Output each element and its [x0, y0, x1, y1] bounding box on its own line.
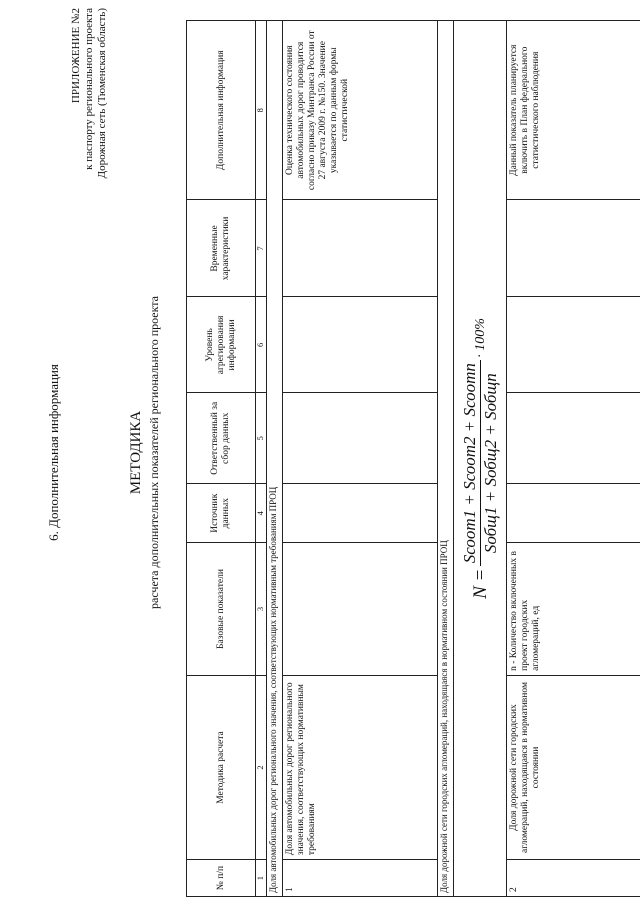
row-1-time — [283, 200, 438, 297]
col-number: 1 — [256, 860, 267, 897]
header-info: Дополнительная информация — [187, 21, 256, 200]
section-heading-1: Доля автомобильных дорог регионального значения, соответствующих нормативным требованиям ПРОЦ — [267, 21, 283, 897]
row-2-base: n - Количество включенных в проект городских агломераций, ед — [507, 543, 640, 676]
formula-numerator: Sсоот1 + Sсоот2 + Sсоотn — [460, 360, 481, 566]
row-1-level — [283, 297, 438, 393]
formula-suffix: · 100% — [472, 318, 488, 358]
header-base: Базовые показатели — [187, 543, 256, 676]
row-1-source — [283, 484, 438, 543]
header-num: № п/п — [187, 860, 256, 897]
section-heading-2: Доля дорожной сети городских агломераций, находящаяся в нормативном состоянии ПРОЦ — [438, 21, 454, 897]
appendix-line-2: к паспорту регионального проекта — [83, 8, 95, 170]
row-2-method: Доля дорожной сети городских агломераций, находящаяся в нормативном состоянии — [507, 675, 640, 859]
header-method: Методика расчета — [187, 675, 256, 859]
row-2-responsible — [507, 393, 640, 484]
row-1-info: Оценка технического состояния автомобильных дорог проводится согласно приказу Минтранса России от 27 августа 2009 г. №150. Значение указывается по данным формы статистической — [283, 21, 438, 200]
row-2-time — [507, 200, 640, 297]
row-1-num: 1 — [283, 860, 438, 897]
section-title: 6. Дополнительная информация — [46, 364, 61, 541]
table-row — [283, 21, 438, 897]
methodology-title: МЕТОДИКА — [128, 410, 144, 495]
appendix-line-1: ПРИЛОЖЕНИЕ №2 — [70, 8, 82, 104]
formula-row — [454, 21, 507, 897]
header-time: Временные характеристики — [187, 200, 256, 297]
row-2-info: Данный показатель планируется включить в План федерального статистического наблюдения — [507, 21, 640, 200]
row-1-method: Доля автомобильных дорог регионального значения, соответствующих нормативным требованиям — [283, 675, 438, 859]
section-row-1 — [267, 21, 283, 897]
formula-fraction — [460, 360, 501, 566]
col-number: 5 — [256, 393, 267, 484]
col-number: 2 — [256, 675, 267, 859]
section-row-2 — [438, 21, 454, 897]
formula-cell — [454, 21, 507, 897]
appendix-note — [70, 8, 109, 178]
column-number-row — [256, 21, 267, 897]
col-number: 7 — [256, 200, 267, 297]
row-2-level — [507, 297, 640, 393]
header-row — [187, 21, 256, 897]
methodology-subtitle: расчета дополнительных показателей регионального проекта — [147, 296, 161, 609]
table-row — [507, 21, 640, 897]
row-2-source — [507, 484, 640, 543]
col-number: 8 — [256, 21, 267, 200]
row-2-num: 2 — [507, 860, 640, 897]
header-responsible: Ответственный за сбор данных — [187, 393, 256, 484]
appendix-line-3: Дорожная сеть (Тюменская область) — [96, 8, 108, 179]
row-1-base — [283, 543, 438, 676]
col-number: 6 — [256, 297, 267, 393]
methodology-table — [186, 20, 640, 897]
formula-lhs: N = — [469, 568, 491, 599]
col-number: 3 — [256, 543, 267, 676]
header-source: Источник данных — [187, 484, 256, 543]
header-level: Уровень агрегирования информации — [187, 297, 256, 393]
formula-denominator: Sобщ1 + Sобщ2 + Sобщn — [480, 373, 500, 554]
col-number: 4 — [256, 484, 267, 543]
row-1-responsible — [283, 393, 438, 484]
